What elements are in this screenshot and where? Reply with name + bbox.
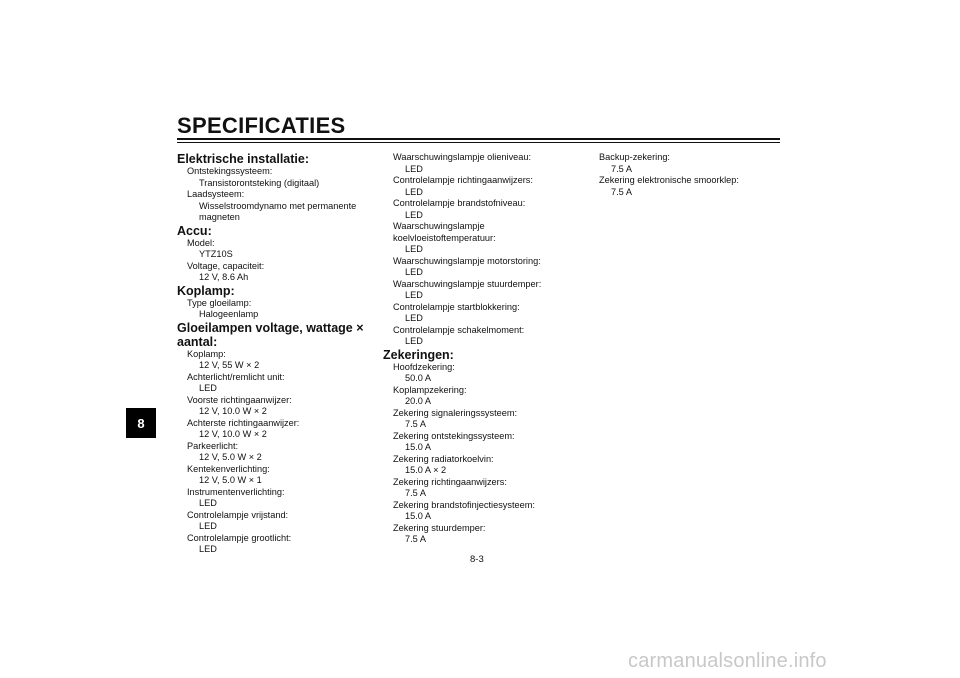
spec-label: Controlelampje vrijstand: xyxy=(187,509,289,520)
spec-label: Zekering richtingaanwijzers: xyxy=(393,476,507,487)
watermark: carmanualsonline.info xyxy=(628,650,827,672)
title-rule-thick xyxy=(177,138,780,140)
spec-label: Controlelampje grootlicht: xyxy=(187,532,292,543)
spec-label: Achterlicht/remlicht unit: xyxy=(187,371,285,382)
spec-value: LED xyxy=(199,383,217,393)
section-heading-battery: Accu: xyxy=(177,223,212,238)
spec-label: Koplamp: xyxy=(187,348,226,359)
spec-value: 12 V, 5.0 W × 2 xyxy=(199,452,262,462)
spec-value: LED xyxy=(199,498,217,508)
spec-label: Koplampzekering: xyxy=(393,384,467,395)
spec-label: Ontstekingssysteem: xyxy=(187,166,273,176)
spec-label: Model: xyxy=(187,237,215,248)
spec-label: Zekering radiatorkoelvin: xyxy=(393,453,494,464)
spec-value: 12 V, 10.0 W × 2 xyxy=(199,406,267,416)
spec-value: 7.5 A xyxy=(611,163,632,174)
spec-label: Zekering elektronische smoorklep: xyxy=(599,175,739,185)
spec-value: Halogeenlamp xyxy=(199,309,259,319)
spec-label: Controlelampje brandstofniveau: xyxy=(393,198,526,208)
spec-label: Achterste richtingaanwijzer: xyxy=(187,417,300,428)
spec-label: Zekering ontstekingssysteem: xyxy=(393,430,515,441)
spec-value: 15.0 A × 2 xyxy=(405,465,447,475)
spec-value: 7.5 A xyxy=(405,488,426,498)
column-3 xyxy=(589,152,789,198)
column-2 xyxy=(383,152,583,546)
spec-label: Waarschuwingslampje olieniveau: xyxy=(393,152,532,162)
spec-value: magneten xyxy=(199,212,240,222)
spec-label: Type gloeilamp: xyxy=(187,297,252,308)
spec-value: LED xyxy=(405,186,423,197)
spec-value: LED xyxy=(405,313,423,323)
spec-label: Backup-zekering: xyxy=(599,152,670,162)
section-heading-electrical: Elektrische installatie: xyxy=(177,152,310,166)
spec-value: 15.0 A xyxy=(405,511,432,521)
spec-value: Wisselstroomdynamo met permanente xyxy=(199,200,357,211)
spec-value: LED xyxy=(199,544,217,554)
spec-value: Transistorontsteking (digitaal) xyxy=(199,177,320,188)
spec-label: Kentekenverlichting: xyxy=(187,463,270,474)
spec-label: Voltage, capaciteit: xyxy=(187,260,265,271)
spec-value: 7.5 A xyxy=(405,534,426,544)
spec-label: Waarschuwingslampje stuurdemper: xyxy=(393,278,542,289)
spec-value: LED xyxy=(405,163,423,174)
spec-label: Zekering signaleringssysteem: xyxy=(393,407,518,418)
spec-value: LED xyxy=(405,244,423,254)
spec-value: 12 V, 10.0 W × 2 xyxy=(199,429,267,439)
spec-value: 12 V, 5.0 W × 1 xyxy=(199,475,262,485)
section-heading-bulbs: Gloeilampen voltage, wattage × aantal: xyxy=(177,320,364,349)
spec-label: Controlelampje startblokkering: xyxy=(393,301,520,312)
spec-label: Hoofdzekering: xyxy=(393,361,455,372)
spec-value: LED xyxy=(405,267,423,277)
spec-label: Laadsysteem: xyxy=(187,189,245,199)
spec-label: Zekering brandstofinjectiesysteem: xyxy=(393,499,535,510)
page-number: 8-3 xyxy=(470,554,484,565)
spec-value: 12 V, 8.6 Ah xyxy=(199,272,249,282)
page-title: SPECIFICATIES xyxy=(177,113,346,138)
spec-label: Voorste richtingaanwijzer: xyxy=(187,394,292,405)
spec-label: Zekering stuurdemper: xyxy=(393,522,486,533)
column-1 xyxy=(177,152,377,556)
spec-label: Instrumentenverlichting: xyxy=(187,486,285,497)
spec-label: Waarschuwingslampje xyxy=(393,221,485,231)
spec-label: Controlelampje richtingaanwijzers: xyxy=(393,175,533,185)
title-rule-thin xyxy=(177,142,780,143)
spec-value: 50.0 A xyxy=(405,373,432,383)
chapter-tab: 8 xyxy=(126,408,156,438)
spec-value: 20.0 A xyxy=(405,396,432,406)
spec-label: koelvloeistoftemperatuur: xyxy=(393,232,496,243)
spec-label: Parkeerlicht: xyxy=(187,440,239,451)
spec-label: Waarschuwingslampje motorstoring: xyxy=(393,255,541,266)
spec-value: LED xyxy=(199,521,217,531)
spec-value: YTZ10S xyxy=(199,249,233,259)
spec-value: LED xyxy=(405,209,423,220)
spec-label: Controlelampje schakelmoment: xyxy=(393,324,525,335)
spec-value: 7.5 A xyxy=(611,186,632,197)
spec-value: 15.0 A xyxy=(405,442,432,452)
spec-value: 12 V, 55 W × 2 xyxy=(199,360,260,370)
spec-value: LED xyxy=(405,290,423,300)
spec-value: 7.5 A xyxy=(405,419,426,429)
section-heading-headlight: Koplamp: xyxy=(177,283,235,298)
section-heading-fuses: Zekeringen: xyxy=(383,347,454,362)
spec-value: LED xyxy=(405,336,423,346)
